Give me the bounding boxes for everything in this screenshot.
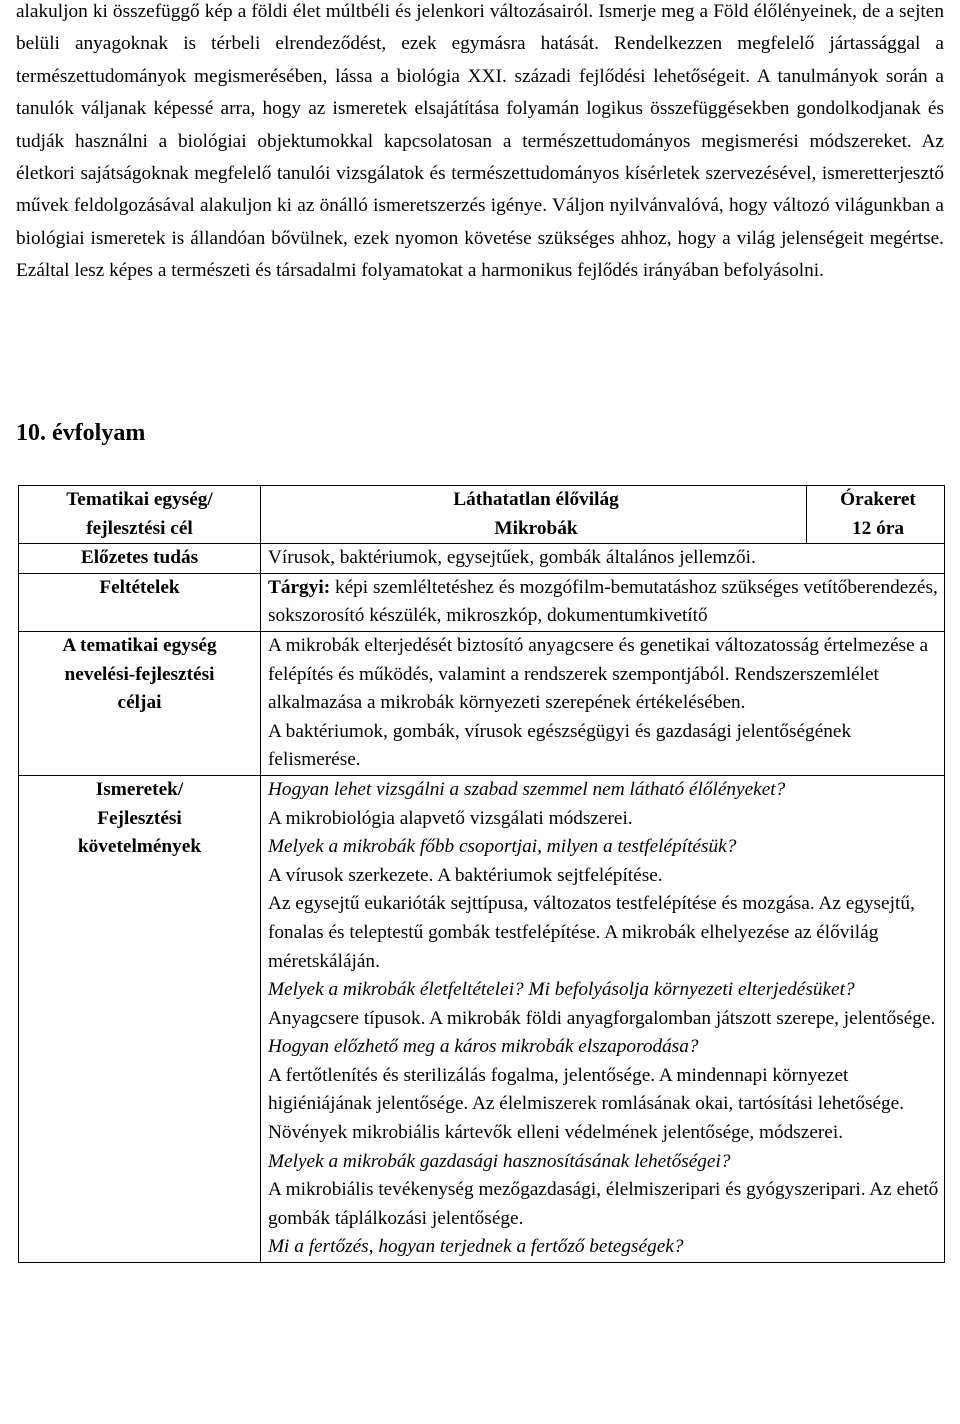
requirement-item: A vírusok szerkezete. A baktériumok sejtfelépítése. [268,864,663,886]
requirements-label-cell [19,775,261,1262]
requirement-question: Melyek a mikrobák főbb csoportjai, milyen a testfelépítésük? [268,836,737,858]
prior-knowledge-text: Vírusok, baktériumok, egysejtűek, gombák általános jellemzői. [261,544,945,574]
goals-label-line1: A tematikai egység [62,634,217,656]
unit-title-cell [261,486,807,544]
unit-label-cell [19,486,261,544]
goals-paragraph-2: A baktériumok, gombák, vírusok egészségügyi és gazdasági jelentőségének felismerése. [268,720,852,771]
requirements-label-line1: Ismeretek/ [95,778,184,800]
requirement-item: Az egysejtű eukarióták sejttípusa, változatos testfelépítése és mozgása. Az egysejtű, fonalas és teleptestű gombák testfelépítése. A mikrobák elhelyezése az élővilág méretskáláján. [268,893,915,972]
prior-knowledge-label: Előzetes tudás [19,544,261,574]
unit-title-line1: Láthatatlan élővilág [453,489,619,510]
conditions-label: Feltételek [19,573,261,631]
requirement-question: Melyek a mikrobák gazdasági hasznosításának lehetőségei? [268,1150,731,1172]
unit-label-line1: Tematikai egység/ [66,489,213,510]
prior-knowledge-row [19,544,945,574]
grade-heading: 10. évfolyam [16,420,146,446]
conditions-text: képi szemléltetéshez és mozgófilm-bemutatáshoz szükséges vetítőberendezés, sokszorosító készülék, mikroszkóp, dokumentumkivetítő [268,576,938,627]
intro-paragraph: alakuljon ki összefüggő kép a földi élet múltbéli és jelenkori változásairól. Ismerje meg a Föld élőlényeinek, de a sejten belüli anyagoknak is térbeli elrendeződést, ezek egymásra hatását. Rendelkezzen megfelelő jártassággal a természettudományok megismerésében, lássa a biológia XXI. századi fejlődési lehetőségeit. A tanulmányok során a tanulók váljanak képessé arra, hogy az ismeretek elsajátítása folyamán logikus összefüggésekben gondolkodjanak és tudják használni a biológiai objektumokkal kapcsolatosan a természettudományos megismerési módszereket. Az életkori sajátságoknak megfelelő tanulói vizsgálatok és természettudományos kísérletek szervezésével, ismeretterjesztő művek feldolgozásával alakuljon ki az önálló ismeretszerzés igénye. Váljon nyilvánvalóvá, hogy változó világunkban a biológiai ismeretek is állandóan bővülnek, ezek nyomon követése szükséges ahhoz, hogy a világ jelenségeit megértse. Ezáltal lesz képes a természeti és társadalmi folyamatokat a harmonikus fejlődés irányában befolyásolni. [16,1,944,282]
requirement-question: Hogyan lehet vizsgálni a szabad szemmel nem látható élőlényeket? [268,778,786,800]
requirement-item: A fertőtlenítés és sterilizálás fogalma, jelentősége. A mindennapi környezet higiéniájának jelentősége. Az élelmiszerek romlásának okai, tartósítási lehetősége. [268,1064,905,1115]
conditions-row [19,573,945,631]
hours-cell [807,486,945,544]
requirement-item: Anyagcsere típusok. A mikrobák földi anyagforgalomban játszott szerepe, jelentősége. [268,1007,936,1029]
requirements-label-line3: követelmények [77,836,202,858]
goals-cell [261,631,945,775]
goals-row [19,631,945,775]
requirements-row [19,775,945,1262]
hours-label: Órakeret [840,489,916,510]
conditions-prefix: Tárgyi: [268,576,331,598]
header-row [19,486,945,544]
curriculum-table [18,485,945,1263]
goals-label-cell [19,631,261,775]
goals-label-line2: nevelési-fejlesztési [64,663,215,685]
requirement-item: Növények mikrobiális kártevők elleni védelmének jelentősége, módszerei. [268,1122,844,1144]
requirement-question: Hogyan előzhető meg a káros mikrobák elszaporodása? [268,1036,699,1058]
conditions-cell [261,573,945,631]
requirements-label-line2: Fejlesztési [97,807,182,829]
goals-label-line3: céljai [117,692,162,714]
requirement-item: A mikrobiológia alapvető vizsgálati módszerei. [268,807,633,829]
hours-value: 12 óra [852,517,904,539]
unit-title-line2: Mikrobák [494,517,578,539]
requirement-question: Melyek a mikrobák életfeltételei? Mi befolyásolja környezeti elterjedésüket? [268,979,855,1001]
requirement-question: Mi a fertőzés, hogyan terjednek a fertőző betegségek? [268,1236,684,1258]
unit-label-line2: fejlesztési cél [86,517,193,539]
requirements-cell [261,775,945,1262]
requirement-item: A mikrobiális tevékenység mezőgazdasági, élelmiszeripari és gyógyszeripari. Az ehető gombák táplálkozási jelentősége. [268,1179,939,1229]
goals-paragraph-1: A mikrobák elterjedését biztosító anyagcsere és genetikai változatosság értelmezése a felépítés és működés, valamint a rendszerek szempontjából. Rendszerszemlélet alkalmazása a mikrobák környezeti szerepének értékelésében. [268,634,929,714]
